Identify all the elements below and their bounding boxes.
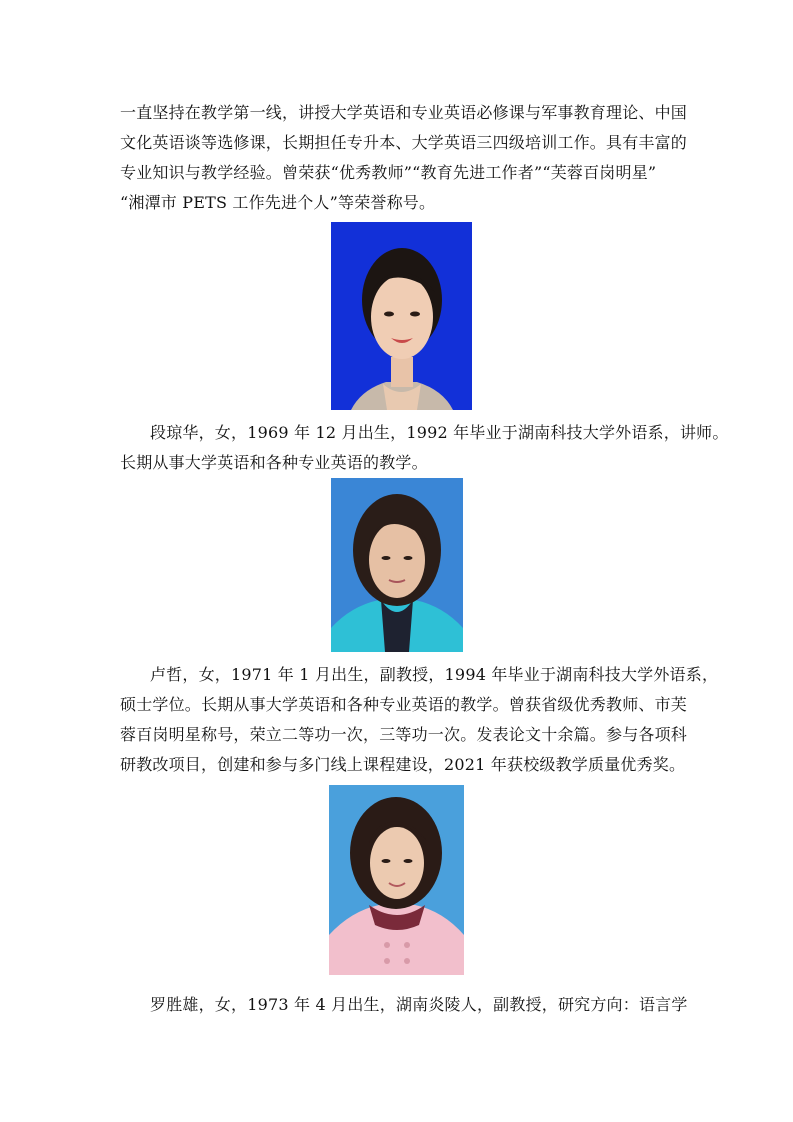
paragraph-1-line-1: 一直坚持在教学第一线，讲授大学英语和专业英语必修课与军事教育理论、中国 [120,103,688,122]
paragraph-3-line-1 [120,664,719,686]
paragraph-1-line-2: 文化英语谈等选修课，长期担任专升本、大学英语三四级培训工作。具有丰富的 [120,133,688,152]
portrait-photo-1-image [331,222,472,410]
paragraph-2-line-2: 长期从事大学英语和各种专业英语的教学。 [120,453,428,472]
paragraph-1-line-3: 专业知识与教学经验。曾荣获“优秀教师”“教育先进工作者”“芙蓉百岗明星” [120,163,657,182]
paragraph-3-line-1-text: 卢哲，女，1971 年 1 月出生，副教授，1994 年毕业于湖南科技大学外语系， [150,665,719,684]
portrait-photo-2-image [331,478,463,652]
portrait-photo-3 [329,785,464,975]
portrait-photo-3-image [329,785,464,975]
paragraph-4-line-1 [120,994,688,1016]
paragraph-2-line-1 [120,422,729,444]
paragraph-1-line-4: “湘潭市 PETS 工作先进个人”等荣誉称号。 [120,193,436,212]
paragraph-4-line-1-text: 罗胜雄，女，1973 年 4 月出生，湖南炎陵人，副教授，研究方向：语言学 [150,995,688,1014]
portrait-photo-1 [331,222,472,410]
paragraph-2-line-1-text: 段琼华，女，1969 年 12 月出生，1992 年毕业于湖南科技大学外语系，讲师。 [150,423,729,442]
portrait-photo-2 [331,478,463,652]
paragraph-3-line-4: 研教改项目，创建和参与多门线上课程建设，2021 年获校级教学质量优秀奖。 [120,755,686,774]
paragraph-3-line-3: 蓉百岗明星称号，荣立二等功一次，三等功一次。发表论文十余篇。参与各项科 [120,725,688,744]
paragraph-3-line-2: 硕士学位。长期从事大学英语和各种专业英语的教学。曾获省级优秀教师、市芙 [120,695,688,714]
